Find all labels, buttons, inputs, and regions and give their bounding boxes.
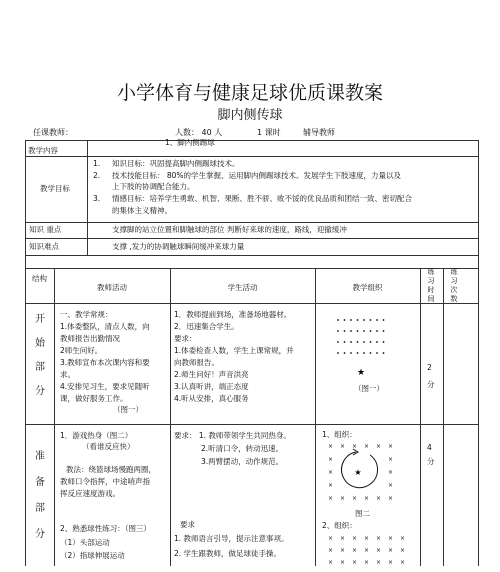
student-dot bbox=[350, 330, 352, 332]
student-dot bbox=[337, 352, 339, 354]
student-cross: × bbox=[388, 482, 394, 489]
key-label: 知识 重点 bbox=[29, 225, 62, 234]
student-cross: × bbox=[328, 482, 334, 489]
student-cross: × bbox=[400, 547, 406, 554]
hours-label: 1 课时 bbox=[257, 128, 281, 137]
student-cross: × bbox=[376, 547, 382, 554]
student-cross: × bbox=[328, 443, 334, 450]
student-cross: × bbox=[340, 495, 346, 502]
center-star-icon: ★ bbox=[354, 468, 362, 477]
student-dot bbox=[357, 352, 359, 354]
goal-item: 知识目标：巩固提高脚内侧踢球技术。 bbox=[112, 159, 240, 168]
student-dot bbox=[344, 352, 346, 354]
head-organization: 教学组织 bbox=[352, 283, 383, 292]
student-dot bbox=[376, 319, 378, 321]
formation-dots-diagram bbox=[334, 316, 394, 376]
key-value: 支撑脚的站立位置和脚触球的部位 判断好来球的速度，路线，迎撤缓冲 bbox=[112, 225, 347, 234]
student-dot bbox=[363, 341, 365, 343]
student-dot bbox=[344, 330, 346, 332]
student-dot bbox=[363, 352, 365, 354]
student-dot bbox=[357, 330, 359, 332]
student-dot bbox=[383, 341, 385, 343]
student-cross: × bbox=[376, 559, 382, 566]
student-cross: × bbox=[328, 469, 334, 476]
student-dot bbox=[350, 341, 352, 343]
page-title: 小学体育与健康足球优质课教案 bbox=[116, 82, 383, 104]
goal-item: 技术技能目标： 80%的学生掌握、运用脚内侧踢球技术。发展学生下肢速度，力量以及 bbox=[112, 171, 402, 180]
student-dot bbox=[337, 330, 339, 332]
prep-org-label-1: 1、组织： bbox=[322, 430, 357, 439]
student-cross: × bbox=[388, 535, 394, 542]
head-structure: 结构 bbox=[32, 274, 47, 283]
count-label: 人数： 40 人 bbox=[175, 128, 223, 137]
student-dot bbox=[357, 319, 359, 321]
student-cross: × bbox=[364, 535, 370, 542]
page-subtitle: 脚内侧传球 bbox=[217, 108, 283, 123]
student-dot bbox=[363, 319, 365, 321]
student-dot bbox=[383, 352, 385, 354]
student-cross: × bbox=[376, 443, 382, 450]
student-dot bbox=[363, 330, 365, 332]
student-cross: × bbox=[388, 456, 394, 463]
student-cross: × bbox=[400, 535, 406, 542]
goal-item: 情感目标：培养学生勇敢、机智、果断、胜不骄、败不馁的优良品质和团结一致、密切配合 bbox=[112, 194, 412, 203]
difficulty-value: 支撑 ,发力的协调触球瞬间缓冲来球力量 bbox=[112, 242, 245, 251]
student-dot bbox=[370, 352, 372, 354]
student-cross: × bbox=[364, 547, 370, 554]
student-cross: × bbox=[388, 547, 394, 554]
student-cross: × bbox=[388, 469, 394, 476]
student-cross: × bbox=[352, 559, 358, 566]
goal-item: 上下肢的协调配合能力。 bbox=[112, 182, 195, 191]
student-cross: × bbox=[388, 443, 394, 450]
student-dot bbox=[344, 319, 346, 321]
head-student: 学生活动 bbox=[227, 283, 258, 292]
content-value: 1、脚内侧踢球 bbox=[165, 138, 215, 147]
student-cross: × bbox=[400, 559, 406, 566]
teacher-star-icon: ★ bbox=[356, 368, 366, 378]
student-dot bbox=[370, 341, 372, 343]
student-dot bbox=[383, 330, 385, 332]
student-cross: × bbox=[328, 559, 334, 566]
student-cross: × bbox=[352, 495, 358, 502]
assistant-label: 辅导教师 bbox=[303, 128, 335, 137]
start-org-caption: （图一） bbox=[354, 384, 384, 393]
student-dot bbox=[350, 319, 352, 321]
start-fig-caption: （图一） bbox=[113, 405, 143, 414]
student-dot bbox=[344, 341, 346, 343]
student-dot bbox=[370, 319, 372, 321]
student-cross: × bbox=[388, 559, 394, 566]
content-label: 教学内容 bbox=[28, 146, 58, 155]
student-cross: × bbox=[352, 547, 358, 554]
student-dot bbox=[337, 341, 339, 343]
cross-grid-diagram bbox=[322, 532, 412, 572]
student-cross: × bbox=[328, 495, 334, 502]
student-cross: × bbox=[364, 559, 370, 566]
student-cross: × bbox=[364, 443, 370, 450]
student-dot bbox=[376, 352, 378, 354]
student-dot bbox=[337, 319, 339, 321]
student-dot bbox=[383, 319, 385, 321]
difficulty-label: 知识难点 bbox=[29, 242, 59, 251]
student-cross: × bbox=[340, 559, 346, 566]
student-cross: × bbox=[340, 547, 346, 554]
student-cross: × bbox=[352, 535, 358, 542]
student-cross: × bbox=[376, 535, 382, 542]
student-cross: × bbox=[340, 535, 346, 542]
student-dot bbox=[370, 330, 372, 332]
student-cross: × bbox=[376, 495, 382, 502]
teacher-label: 任课教师： bbox=[33, 128, 73, 137]
student-dot bbox=[350, 352, 352, 354]
student-cross: × bbox=[328, 547, 334, 554]
student-cross: × bbox=[388, 495, 394, 502]
student-cross: × bbox=[352, 443, 358, 450]
student-cross: × bbox=[328, 535, 334, 542]
prep-org-label-2: 2、组织： bbox=[322, 521, 357, 530]
head-teacher: 教师活动 bbox=[97, 283, 127, 292]
prep-fig2-caption: 图二 bbox=[355, 509, 370, 518]
student-cross: × bbox=[364, 495, 370, 502]
student-cross: × bbox=[340, 443, 346, 450]
goals-label: 教学目标 bbox=[40, 184, 70, 193]
student-dot bbox=[376, 330, 378, 332]
circle-run-diagram bbox=[320, 440, 400, 510]
student-cross: × bbox=[328, 456, 334, 463]
goal-item: 的集体主义精神。 bbox=[112, 206, 172, 215]
student-dot bbox=[376, 341, 378, 343]
student-dot bbox=[357, 341, 359, 343]
